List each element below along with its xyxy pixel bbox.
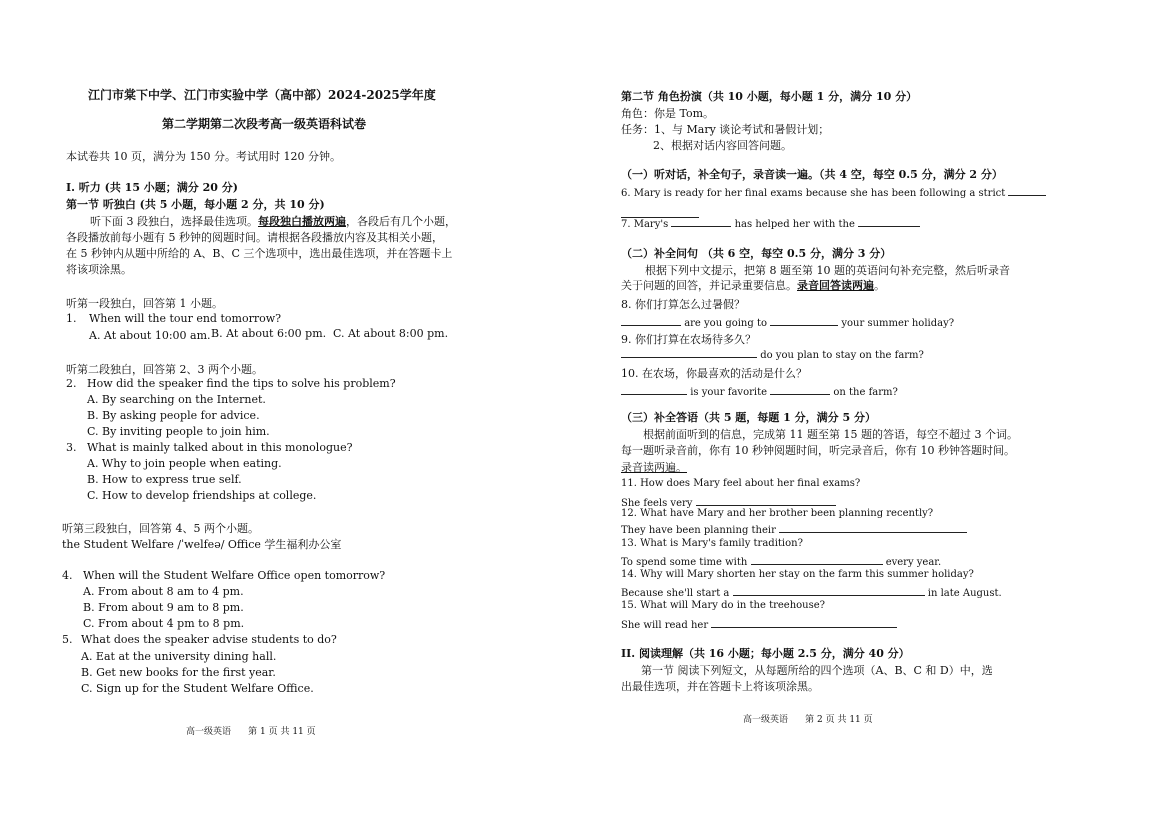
- q3-text: What is mainly talked about in this monologue?: [87, 441, 353, 454]
- q7-prompt-b: has helped her with the: [734, 219, 855, 230]
- instructions-line3: 在 5 秒钟内从题中所给的 A、B、C 三个选项中，选出最佳选项，并在答题卡上: [66, 247, 453, 260]
- a15-prompt: She will read her: [621, 620, 709, 631]
- subpart2-instr2-post: 。: [874, 279, 885, 292]
- q10-chinese: 10. 在农场，你最喜欢的活动是什么？: [621, 367, 807, 380]
- q4-number: 4.: [62, 569, 73, 582]
- q1-option-b: B. At about 6:00 pm.: [211, 327, 327, 340]
- instructions-line4: 将该项涂黑。: [66, 263, 132, 276]
- exam-intro: 本试卷共 10 页，满分为 150 分。考试用时 120 分钟。: [66, 150, 341, 163]
- monologue1-prompt: 听第一段独白，回答第 1 小题。: [66, 297, 223, 310]
- a11-prompt: She feels very: [621, 498, 693, 509]
- q4-option-a: A. From about 8 am to 4 pm.: [83, 585, 244, 598]
- q15-answer-line: [621, 616, 897, 631]
- part2-heading: 第二节 角色扮演（共 10 小题，每小题 1 分，满分 10 分）: [621, 90, 918, 103]
- q1-option-c: C. At about 8:00 pm.: [333, 327, 449, 340]
- q5-option-a: A. Eat at the university dining hall.: [81, 650, 277, 663]
- exam-title-line1: 江门市棠下中学、江门市实验中学（高中部）2024-2025学年度: [88, 88, 436, 102]
- q14-blank[interactable]: [733, 584, 925, 596]
- page-footer-1: 高一级英语 第 1 页 共 11 页: [186, 727, 316, 737]
- role-line: 角色：你是 Tom。: [621, 107, 715, 120]
- subpart1-heading: （一）听对话，补全句子，录音读一遍。（共 4 空，每空 0.5 分，满分 2 分）: [621, 168, 1003, 181]
- q1-text: When will the tour end tomorrow?: [89, 312, 282, 325]
- subpart2-heading: （二）补全问句 （共 6 空，每空 0.5 分，满分 3 分）: [621, 247, 892, 260]
- q5-option-c: C. Sign up for the Student Welfare Office.: [81, 682, 314, 695]
- subpart2-instructions-line2: [621, 277, 885, 293]
- subpart2-instructions-line1: 根据下列中文提示，把第 8 题至第 10 题的英语问句补充完整，然后听录音: [645, 264, 1010, 277]
- q11-question: 11. How does Mary feel about her final exams?: [621, 478, 861, 489]
- q7-prompt-a: 7. Mary's: [621, 219, 669, 230]
- page-footer-2: 高一级英语 第 2 页 共 11 页: [743, 715, 873, 725]
- q8-prompt-a: are you going to: [684, 318, 767, 329]
- q5-number: 5.: [62, 633, 73, 646]
- q3-option-a: A. Why to join people when eating.: [87, 457, 282, 470]
- a14-prompt-b: in late August.: [927, 588, 1002, 599]
- subpart2-instr2-emph: 录音回答读两遍: [797, 279, 874, 292]
- q12-answer-line: [621, 521, 967, 536]
- subpart3-heading: （三）补全答语（共 5 题，每题 1 分，满分 5 分）: [621, 411, 876, 424]
- q7-blank1[interactable]: [671, 215, 731, 227]
- right-page: [577, 0, 1155, 816]
- part1-heading: 第一节 听独白 (共 5 小题，每小题 2 分，共 10 分): [66, 198, 325, 211]
- q11-answer-line: [621, 494, 836, 509]
- exam-title-line2: 第二学期第二次段考高一级英语科试卷: [162, 117, 367, 131]
- q10-blank2[interactable]: [770, 383, 830, 395]
- task-line2: 2、根据对话内容回答问题。: [653, 139, 792, 152]
- q3-number: 3.: [66, 441, 77, 454]
- glossary-note: the Student Welfare /ˈwelfeə/ Office 学生福利办公室: [62, 538, 342, 551]
- section1-heading: I. 听力 (共 15 小题；满分 20 分): [66, 181, 238, 194]
- q9-prompt: do you plan to stay on the farm?: [760, 350, 924, 361]
- a14-prompt-a: Because she'll start a: [621, 588, 730, 599]
- section2-instructions-line2: 出最佳选项，并在答题卡上将该项涂黑。: [621, 680, 819, 693]
- q1-option-a: A. At about 10:00 am.: [89, 329, 211, 342]
- q14-question: 14. Why will Mary shorten her stay on the farm this summer holiday?: [621, 569, 974, 580]
- q11-blank[interactable]: [696, 494, 836, 506]
- q3-option-c: C. How to develop friendships at college.: [87, 489, 317, 502]
- a13-prompt-a: To spend some time with: [621, 557, 748, 568]
- section2-instructions-line1: 第一节 阅读下列短文，从每题所给的四个选项（A、B、C 和 D）中，选: [641, 664, 993, 677]
- q6-blank1[interactable]: [1008, 184, 1046, 196]
- q4-option-c: C. From about 4 pm to 8 pm.: [83, 617, 245, 630]
- q2-option-b: B. By asking people for advice.: [87, 409, 260, 422]
- q8-prompt-b: your summer holiday?: [841, 318, 955, 329]
- q4-option-b: B. From about 9 am to 8 pm.: [83, 601, 244, 614]
- q13-question: 13. What is Mary's family tradition?: [621, 538, 803, 549]
- instructions-line1-emph: 每段独白播放两遍: [258, 215, 346, 228]
- q13-answer-line: [621, 553, 941, 568]
- q10-english: [621, 383, 898, 398]
- q13-blank[interactable]: [751, 553, 883, 565]
- q9-english: [621, 346, 924, 361]
- q2-option-a: A. By searching on the Internet.: [87, 393, 266, 406]
- q12-blank[interactable]: [779, 521, 967, 533]
- subpart3-instructions-line3: 录音读两遍。: [621, 461, 687, 474]
- q5-option-b: B. Get new books for the first year.: [81, 666, 276, 679]
- monologue2-prompt: 听第二段独白，回答第 2、3 两个小题。: [66, 363, 263, 376]
- q9-blank[interactable]: [621, 346, 757, 358]
- task-line1: 任务：1、与 Mary 谈论考试和暑假计划；: [621, 123, 830, 136]
- q2-option-c: C. By inviting people to join him.: [87, 425, 270, 438]
- q6-text: [621, 184, 1046, 199]
- q10-prompt-b: on the farm?: [833, 387, 898, 398]
- instructions-line1-post: ，各段后有几个小题，: [346, 215, 456, 228]
- q12-question: 12. What have Mary and her brother been planning recently?: [621, 508, 934, 519]
- a12-prompt: They have been planning their: [621, 525, 776, 536]
- q8-blank1[interactable]: [621, 314, 681, 326]
- q15-question: 15. What will Mary do in the treehouse?: [621, 600, 826, 611]
- q8-chinese: 8. 你们打算怎么过暑假？: [621, 298, 745, 311]
- q3-option-b: B. How to express true self.: [87, 473, 242, 486]
- q7-blank2[interactable]: [858, 215, 920, 227]
- a13-prompt-b: every year.: [885, 557, 942, 568]
- section2-heading: II. 阅读理解（共 16 小题；每小题 2.5 分，满分 40 分）: [621, 647, 910, 660]
- q10-blank1[interactable]: [621, 383, 687, 395]
- q2-text: How did the speaker find the tips to solve his problem?: [87, 377, 396, 390]
- q6-prompt: 6. Mary is ready for her final exams because she has been following a strict: [621, 188, 1006, 199]
- q8-english: [621, 314, 954, 329]
- q7-text: [621, 215, 920, 230]
- q8-blank2[interactable]: [770, 314, 838, 326]
- q9-chinese: 9. 你们打算在农场待多久？: [621, 333, 756, 346]
- q2-number: 2.: [66, 377, 77, 390]
- q4-text: When will the Student Welfare Office open tomorrow?: [83, 569, 386, 582]
- q14-answer-line: [621, 584, 1002, 599]
- instructions-line1: [90, 213, 456, 229]
- left-page: [0, 0, 577, 816]
- monologue3-prompt: 听第三段独白，回答第 4、5 两个小题。: [62, 522, 259, 535]
- q5-text: What does the speaker advise students to do?: [81, 633, 337, 646]
- q15-blank[interactable]: [711, 616, 897, 628]
- subpart3-instructions-line1: 根据前面听到的信息，完成第 11 题至第 15 题的答语，每空不超过 3 个词。: [643, 428, 1018, 441]
- subpart2-instr2-pre: 关于问题的回答，并记录重要信息。: [621, 279, 797, 292]
- instructions-line2: 各段播放前每小题有 5 秒钟的阅题时间。请根据各段播放内容及其相关小题，: [66, 231, 443, 244]
- subpart3-instructions-line2: 每一题听录音前，你有 10 秒钟阅题时间，听完录音后，你有 10 秒钟答题时间。: [621, 444, 1015, 457]
- instructions-line1-pre: 听下面 3 段独白，选择最佳选项。: [90, 215, 258, 228]
- q10-prompt-a: is your favorite: [690, 387, 768, 398]
- q1-number: 1.: [66, 312, 77, 325]
